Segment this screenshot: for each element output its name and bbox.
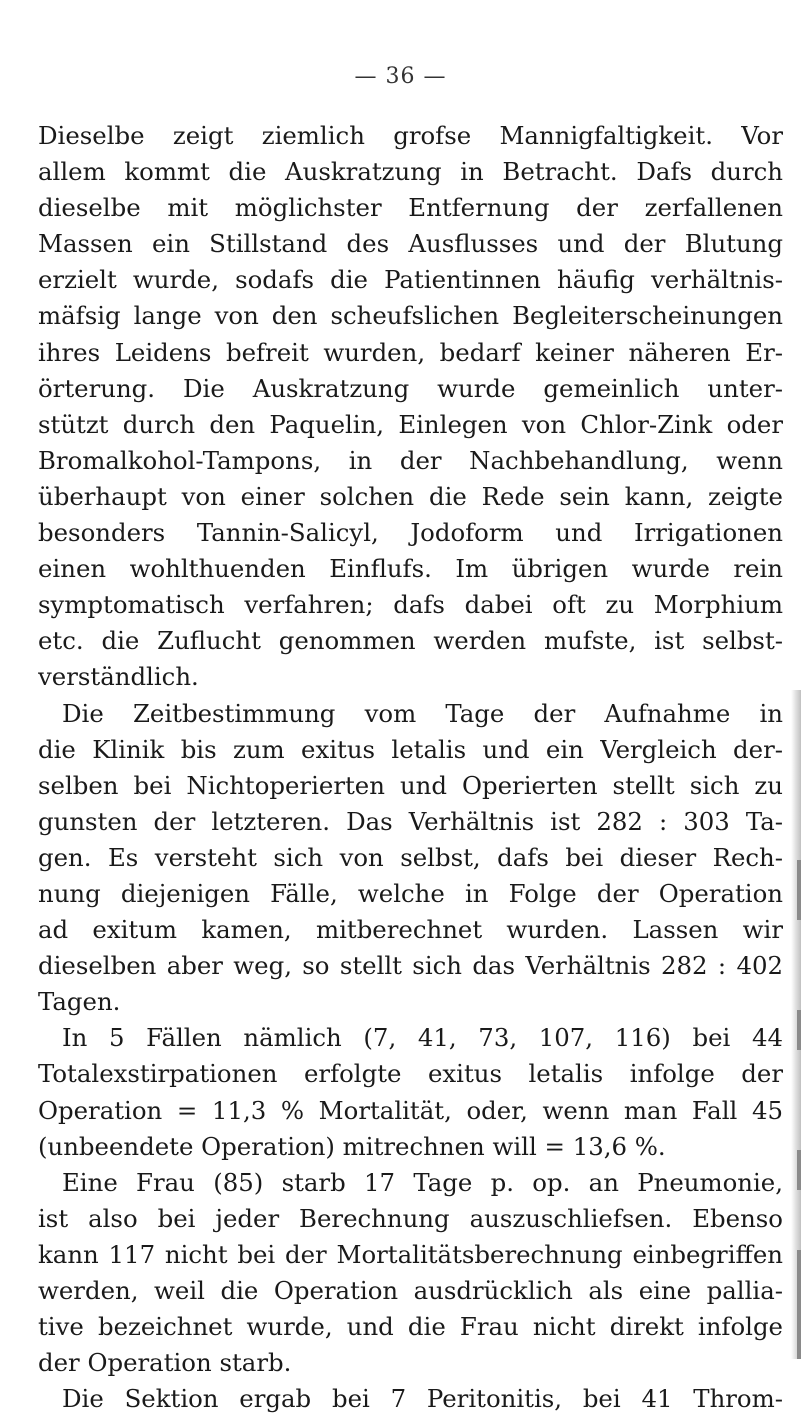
text-line: erzielt wurde, sodafs die Patientinnen häufig verhältnis-: [38, 265, 783, 295]
text-line: ist also bei jeder Berechnung auszuschliefsen. Ebenso: [38, 1203, 783, 1233]
page-edge-mark: [797, 1010, 801, 1050]
text-line: die Klinik bis zum exitus letalis und ein Vergleich der-: [38, 734, 783, 764]
text-line: symptomatisch verfahren; dafs dabei oft zu Morphium: [38, 590, 783, 620]
body-text: [38, 118, 783, 1417]
text-line: Die Zeitbestimmung vom Tage der Aufnahme in: [62, 698, 783, 728]
text-line: allem kommt die Auskratzung in Betracht. Dafs durch: [38, 157, 783, 187]
text-line: ihres Leidens befreit wurden, bedarf keiner näheren Er-: [38, 337, 783, 367]
text-line: der Operation starb.: [38, 1348, 292, 1378]
page-number: — 36 —: [354, 64, 447, 89]
text-line: Operation = 11,3 % Mortalität, oder, wenn man Fall 45: [38, 1095, 783, 1125]
text-line: überhaupt von einer solchen die Rede sein kann, zeigte: [38, 481, 783, 511]
page-edge-mark: [797, 1150, 801, 1190]
text-line: Die Sektion ergab bei 7 Peritonitis, bei 41 Throm-: [62, 1384, 783, 1414]
text-line: Tagen.: [38, 987, 121, 1017]
text-line: dieselbe mit möglichster Entfernung der zerfallenen: [38, 193, 783, 223]
page-edge-mark: [797, 860, 801, 920]
text-line: stützt durch den Paquelin, Einlegen von Chlor-Zink oder: [38, 409, 783, 439]
text-line: kann 117 nicht bei der Mortalitätsberechnung einbegriffen: [38, 1239, 783, 1269]
text-line: Massen ein Stillstand des Ausflusses und der Blutung: [38, 229, 783, 259]
text-line: etc. die Zuflucht genommen werden mufste, ist selbst-: [38, 626, 783, 656]
page-edge-mark: [797, 1250, 801, 1359]
text-line: besonders Tannin-Salicyl, Jodoform und Irrigationen: [38, 518, 783, 548]
text-line: nung diejenigen Fälle, welche in Folge der Operation: [38, 878, 783, 908]
text-line: örterung. Die Auskratzung wurde gemeinlich unter-: [38, 373, 783, 403]
text-line: gunsten der letzteren. Das Verhältnis ist 282 : 303 Ta-: [38, 806, 783, 836]
text-line: (unbeendete Operation) mitrechnen will = 13,6 %.: [38, 1131, 666, 1161]
text-line: ad exitum kamen, mitberechnet wurden. Lassen wir: [38, 915, 783, 945]
text-line: gen. Es versteht sich von selbst, dafs bei dieser Rech-: [38, 842, 783, 872]
text-line: In 5 Fällen nämlich (7, 41, 73, 107, 116) bei 44: [62, 1023, 783, 1053]
text-line: selben bei Nichtoperierten und Operierten stellt sich zu: [38, 770, 783, 800]
text-line: Eine Frau (85) starb 17 Tage p. op. an Pneumonie,: [62, 1167, 783, 1197]
text-line: Dieselbe zeigt ziemlich grofse Mannigfaltigkeit. Vor: [38, 121, 783, 150]
text-line: einen wohlthuenden Einflufs. Im übrigen wurde rein: [38, 554, 783, 584]
text-line: Bromalkohol-Tampons, in der Nachbehandlung, wenn: [38, 445, 783, 475]
text-line: verständlich.: [38, 662, 199, 692]
text-line: werden, weil die Operation ausdrücklich als eine pallia-: [38, 1276, 783, 1305]
text-line: dieselben aber weg, so stellt sich das Verhältnis 282 : 402: [38, 951, 783, 981]
text-line: tive bezeichnet wurde, und die Frau nicht direkt infolge: [38, 1312, 783, 1342]
text-line: mäfsig lange von den scheufslichen Begleiterscheinungen: [38, 301, 783, 331]
text-line: Totalexstirpationen erfolgte exitus letalis infolge der: [38, 1059, 783, 1089]
